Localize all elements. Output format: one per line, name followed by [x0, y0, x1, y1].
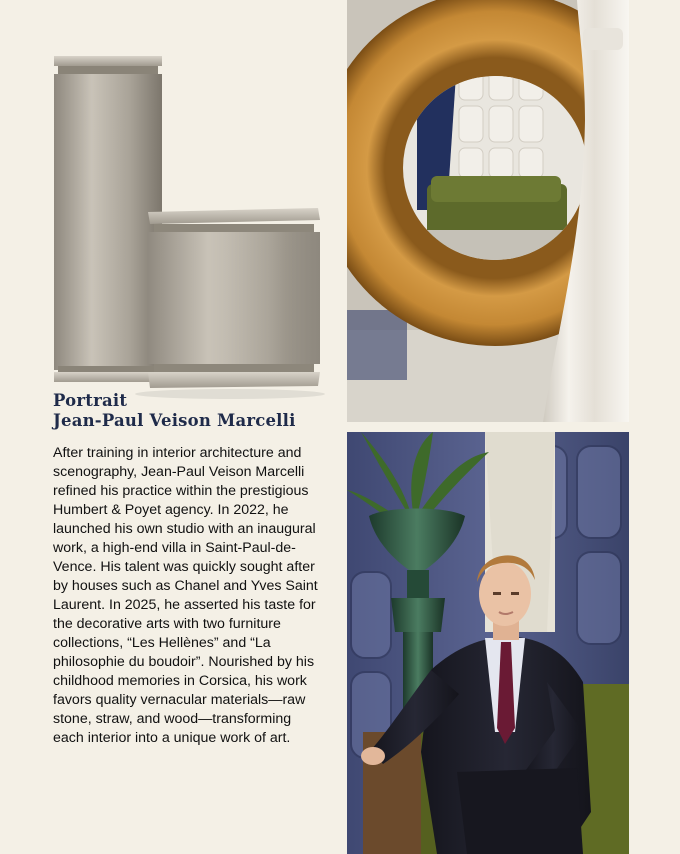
heading-line-name: Jean-Paul Veison Marcelli [53, 411, 296, 430]
pedestal-image [40, 48, 340, 418]
mirror-photo [347, 0, 629, 422]
designer-portrait-photo [347, 432, 629, 854]
portrait-heading [53, 391, 343, 431]
heading-line-portrait: Portrait [53, 391, 128, 410]
biography-text: After training in interior architecture and scenography, Jean-Paul Veison Marcelli refined his practice within the prestigious Humbert & Poyet agency. In 2022, he launched his own studio with an inaugural work, a high-end villa in Saint-Paul-de-Vence. His talent was quickly sought after by houses such as Chanel and Yves Saint Laurent. In 2025, he asserted his taste for the decorative arts with two furniture collections, “Les Hellènes” and “La philosophie du boudoir”. Nourished by his childhood memories in Corsica, his work favors quality vernacular materials—raw stone, straw, and wood—transforming each interior into a unique work of art. [53, 445, 318, 746]
